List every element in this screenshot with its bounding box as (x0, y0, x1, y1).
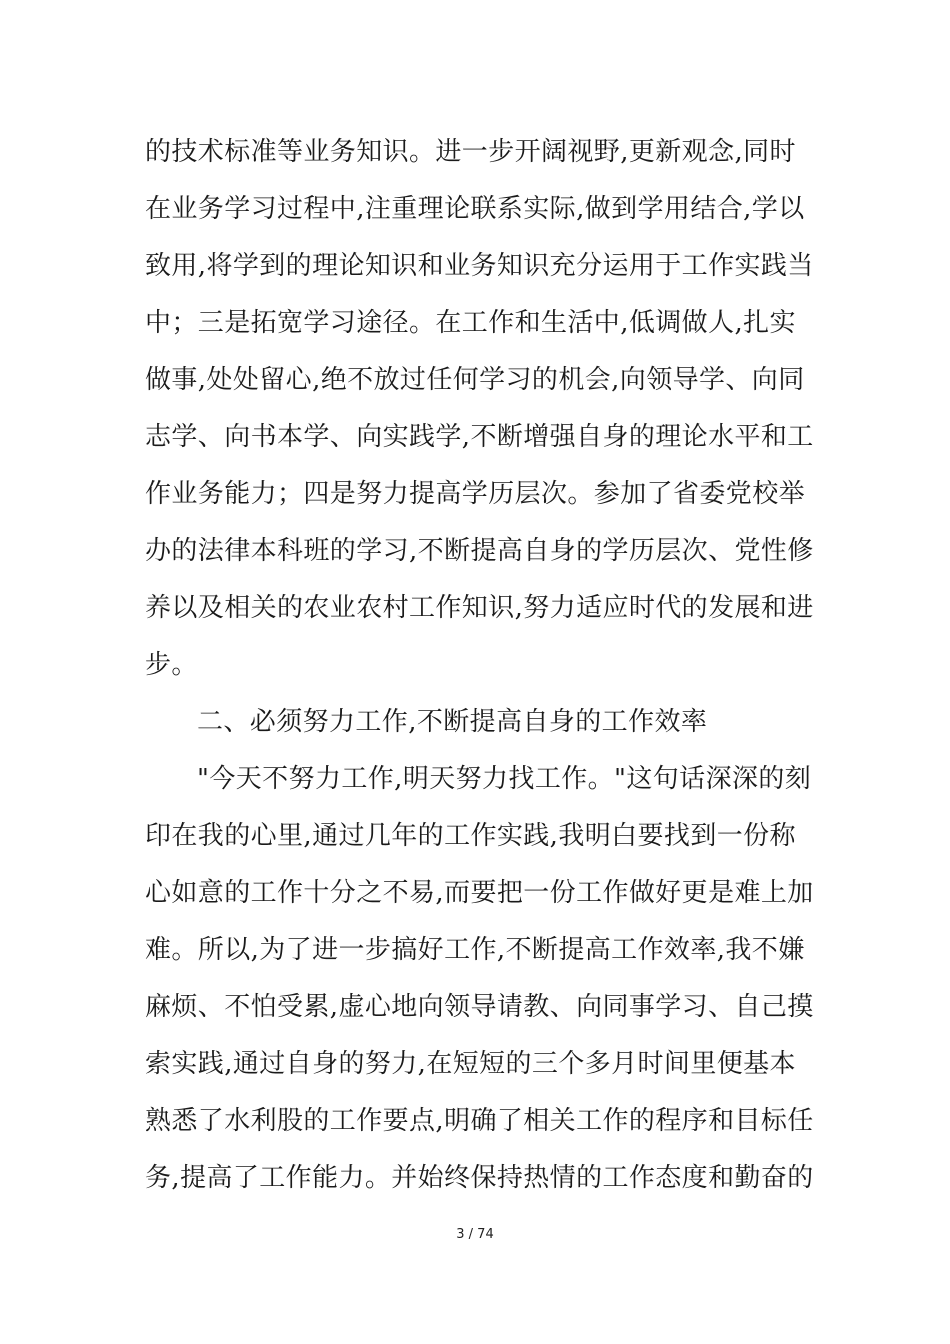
text-line: 作业务能力；四是努力提高学历层次。参加了省委党校举 (145, 479, 806, 509)
text-line: 中；三是拓宽学习途径。在工作和生活中,低调做人,扎实 (145, 308, 796, 338)
text-line: "今天不努力工作,明天努力找工作。"这句话深深的刻 (197, 764, 812, 794)
text-line: 步。 (145, 650, 198, 680)
page-number: 3 / 74 (456, 1227, 494, 1242)
text-line: 难。所以,为了进一步搞好工作,不断提高工作效率,我不嫌 (145, 935, 805, 965)
text-line: 务,提高了工作能力。并始终保持热情的工作态度和勤奋的 (145, 1163, 814, 1193)
text-line: 心如意的工作十分之不易,而要把一份工作做好更是难上加 (145, 878, 814, 908)
body-text (145, 124, 814, 1207)
text-line: 致用,将学到的理论知识和业务知识充分运用于工作实践当 (145, 251, 814, 281)
text-line: 熟悉了水利股的工作要点,明确了相关工作的程序和目标任 (145, 1106, 814, 1136)
text-line: 养以及相关的农业农村工作知识,努力适应时代的发展和进 (145, 593, 814, 623)
section-heading: 二、必须努力工作,不断提高自身的工作效率 (197, 707, 708, 737)
text-line: 做事,处处留心,绝不放过任何学习的机会,向领导学、向同 (145, 365, 805, 395)
text-line: 麻烦、不怕受累,虚心地向领导请教、向同事学习、自己摸 (145, 992, 814, 1022)
text-line: 的技术标准等业务知识。进一步开阔视野,更新观念,同时 (145, 137, 796, 167)
text-line: 印在我的心里,通过几年的工作实践,我明白要找到一份称 (145, 821, 796, 851)
text-line: 志学、向书本学、向实践学,不断增强自身的理论水平和工 (145, 422, 814, 452)
text-line: 办的法律本科班的学习,不断提高自身的学历层次、党性修 (145, 536, 814, 566)
text-line: 在业务学习过程中,注重理论联系实际,做到学用结合,学以 (145, 194, 805, 224)
text-line: 索实践,通过自身的努力,在短短的三个多月时间里便基本 (145, 1049, 796, 1079)
